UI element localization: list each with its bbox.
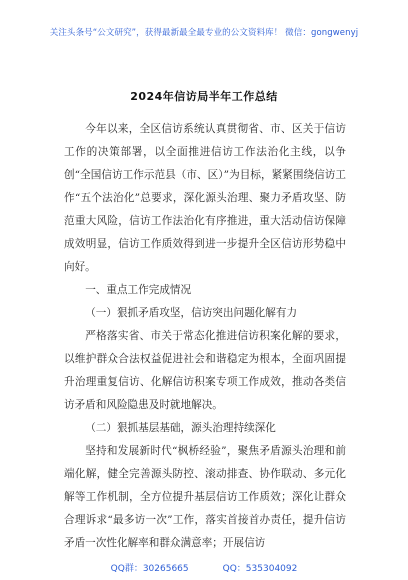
subsection-heading: （二）狠抓基层基础，源头治理持续深化 [85,422,276,434]
body-paragraph: 严格落实省、市关于常态化推进信访积案化解的要求，以维护群众合法权益促进社会和谐稳定为根本，全面巩固提升治理重复信访、化解信访积案专项工作成效，推动各类信访矛盾和风险隐患及时就地解决。 [64,330,346,411]
body-paragraph: 坚持和发展新时代“枫桥经验”，聚焦矛盾源头治理和前端化解，健全完善源头防控、滚动排查、协作联动、多元化解等工作机制，全方位提升基层信访工作质效；深化让群众合理诉求“最多访一次”工作，落实首接首办责任，提升信访矛盾一次性化解率和群众满意率；开展信访 [64,445,346,549]
document-title: 2024年信访局半年工作总结 [130,90,278,103]
footer-banner [0,561,408,574]
intro-paragraph: 今年以来，全区信访系统认真贯彻省、市、区关于信访工作的决策部署，以全面推进信访工作法治化主线，以争创“全国信访工作示范县（市、区）”为目标，紧紧围绕信访工作“五个法治化”总要求，深化源头治理、聚力矛盾攻坚、防范重大风险，信访工作法治化有序推进，重大活动信访保障成效明显，信访工作质效得到进一步提升全区信访形势稳中向好。 [64,123,346,273]
section-heading: 一、重点工作完成情况 [85,284,192,296]
footer-qq-contact: QQ：535304092 [222,564,298,574]
footer-qq-group: QQ群：30265665 [110,564,189,574]
document-body [64,118,346,555]
subsection-heading: （一）狠抓矛盾攻坚，信访突出问题化解有力 [85,307,298,319]
header-banner: 关注头条号“公文研究”，获得最新最全最专业的公文资料库！ 微信：gongwenyj [49,28,359,38]
